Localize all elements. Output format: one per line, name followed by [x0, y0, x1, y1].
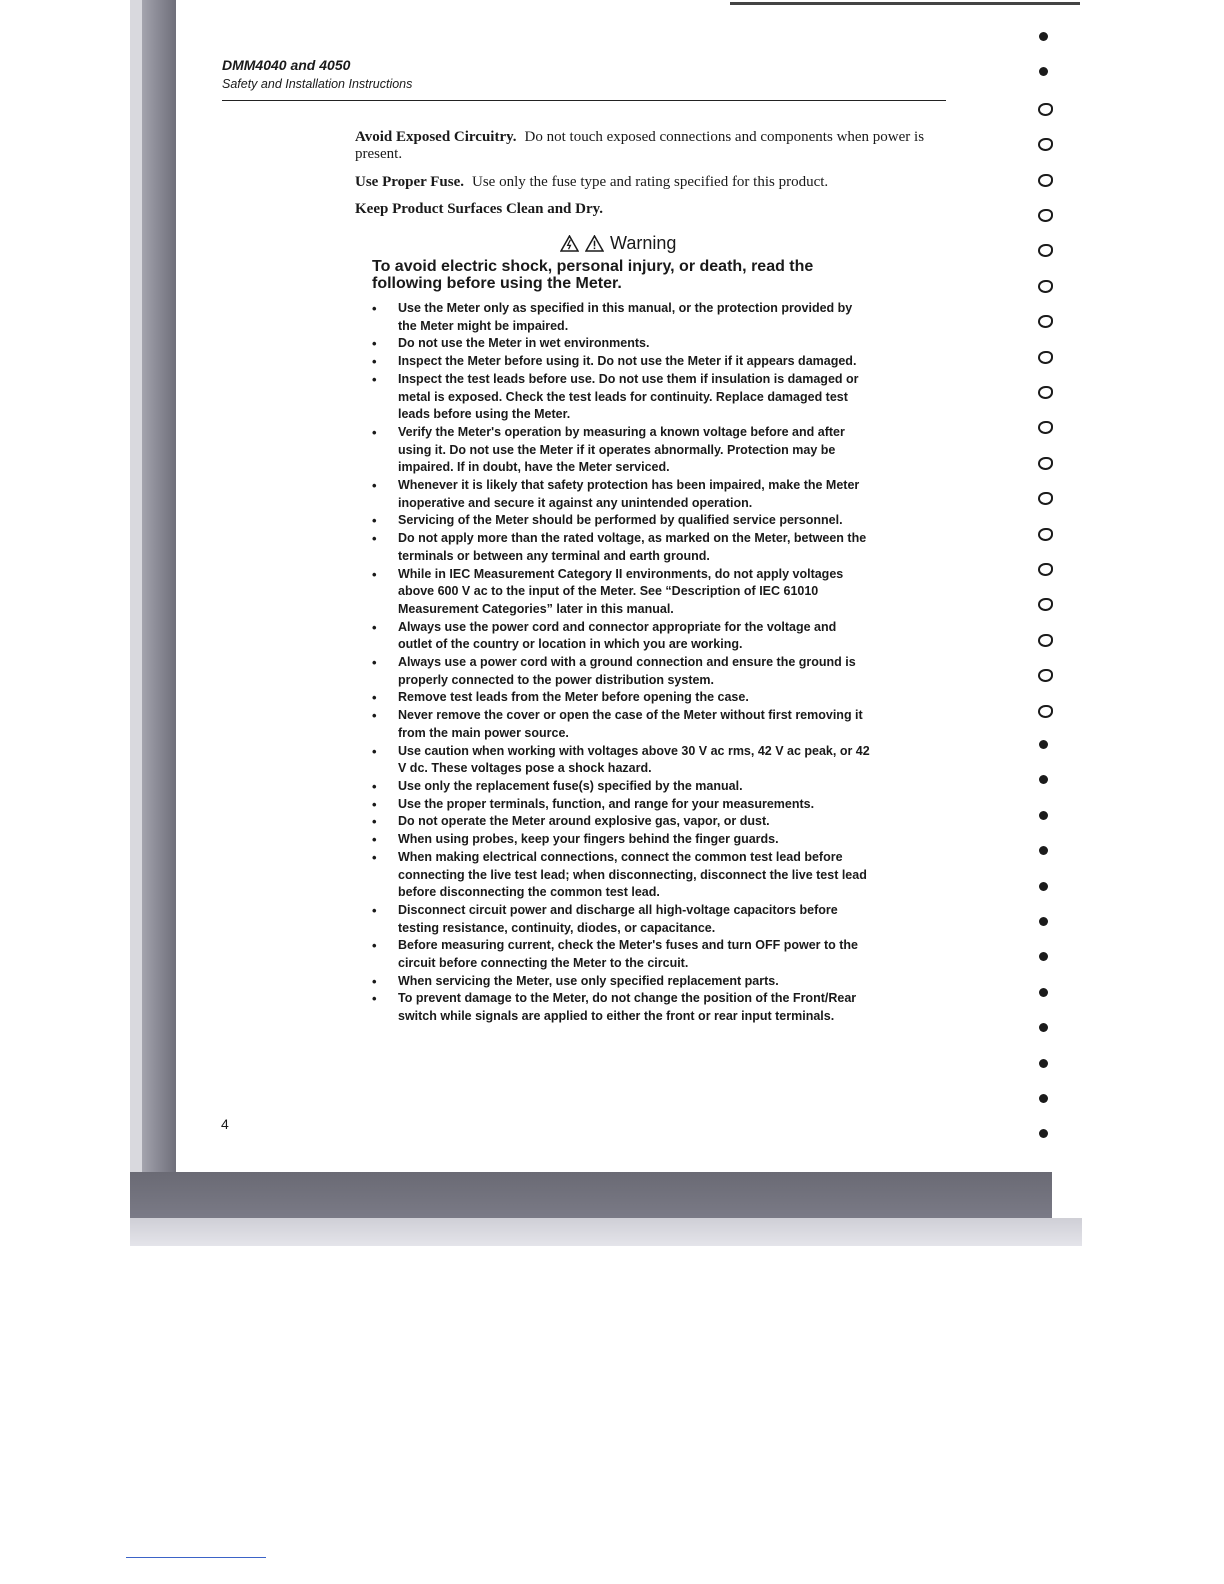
- bottom-shadow-edge: [130, 1218, 1082, 1246]
- warning-item: • Verify the Meter's operation by measuring a known voltage before and after using it. Do not use the Meter if it operates abnormally. Protection may be impaired. If in doubt, have the Meter serviced.: [372, 424, 872, 477]
- binding-hole: [1038, 563, 1053, 576]
- warning-item: • While in IEC Measurement Category II environments, do not apply voltages above 600 V ac to the input of the Meter. See “Description of IEC 61010 Measurement Categories” later in this manual.: [372, 566, 872, 619]
- binding-hole: [1038, 457, 1053, 470]
- binding-hole: [1038, 280, 1053, 293]
- warning-item: • Inspect the test leads before use. Do not use them if insulation is damaged or metal is exposed. Check the test leads for continuity. Replace damaged test leads before using the Meter.: [372, 371, 872, 424]
- warning-item: • Servicing of the Meter should be performed by qualified service personnel.: [372, 512, 872, 530]
- paragraph-exposed-circuitry: [355, 129, 925, 163]
- binding-hole: [1038, 705, 1053, 718]
- paragraph-proper-fuse: [355, 174, 925, 191]
- document-subtitle: Safety and Installation Instructions: [222, 77, 413, 91]
- paragraph-lead: Avoid Exposed Circuitry.: [355, 129, 517, 145]
- paragraph-clean-dry: [355, 201, 925, 218]
- paragraph-lead: Use Proper Fuse.: [355, 174, 465, 190]
- bottom-shadow-band: [130, 1172, 1052, 1218]
- warning-item: • Always use the power cord and connector appropriate for the voltage and outlet of the country or location in which you are working.: [372, 619, 872, 654]
- warning-item: • Always use a power cord with a ground connection and ensure the ground is properly connected to the power distribution system.: [372, 654, 872, 689]
- warning-item: • Use only the replacement fuse(s) specified by the manual.: [372, 778, 872, 796]
- binding-hole: [1039, 1094, 1048, 1103]
- warning-item: • Whenever it is likely that safety protection has been impaired, make the Meter inoperative and secure it against any unintended operation.: [372, 477, 872, 512]
- warning-item: • Never remove the cover or open the case of the Meter without first removing it from the main power source.: [372, 707, 872, 742]
- top-edge-line: [730, 2, 1080, 5]
- binding-hole: [1038, 634, 1053, 647]
- warning-item: • Remove test leads from the Meter before opening the case.: [372, 689, 872, 707]
- warning-item: • Use the proper terminals, function, and range for your measurements.: [372, 796, 872, 814]
- warning-item: • When making electrical connections, connect the common test lead before connecting the live test lead; when disconnecting, disconnect the live test lead before disconnecting the common test lead.: [372, 849, 872, 902]
- warning-item: • Use caution when working with voltages above 30 V ac rms, 42 V ac peak, or 42 V dc. These voltages pose a shock hazard.: [372, 743, 872, 778]
- warning-item: • When using probes, keep your fingers behind the finger guards.: [372, 831, 872, 849]
- footer-line: [126, 1557, 266, 1558]
- warning-title: Warning: [610, 233, 677, 253]
- binding-hole: [1039, 882, 1048, 891]
- shock-warning-icon: [560, 235, 579, 252]
- paragraph-text: Do not touch exposed connections and components when power is present.: [355, 129, 925, 162]
- warning-intro: To avoid electric shock, personal injury, or death, read the following before using the Meter.: [372, 258, 814, 292]
- binding-hole: [1039, 811, 1048, 820]
- binding-hole: [1038, 386, 1053, 399]
- binding-hole: [1038, 103, 1053, 116]
- warning-item: • Do not operate the Meter around explosive gas, vapor, or dust.: [372, 813, 872, 831]
- warning-item: • Inspect the Meter before using it. Do not use the Meter if it appears damaged.: [372, 353, 872, 371]
- binding-shadow-edge: [130, 0, 142, 1246]
- binding-hole: [1038, 351, 1053, 364]
- warning-list: [372, 300, 872, 1026]
- warning-item: • Do not apply more than the rated voltage, as marked on the Meter, between the terminals or between any terminal and earth ground.: [372, 530, 872, 565]
- warning-item: • Disconnect circuit power and discharge all high-voltage capacitors before testing resistance, continuity, diodes, or capacitance.: [372, 902, 872, 937]
- warning-item: • When servicing the Meter, use only specified replacement parts.: [372, 973, 872, 991]
- binding-hole: [1039, 917, 1048, 926]
- paragraph-text: Use only the fuse type and rating specified for this product.: [472, 174, 829, 190]
- binding-hole: [1039, 740, 1048, 749]
- warning-item: • To prevent damage to the Meter, do not change the position of the Front/Rear switch while signals are applied to either the front or rear input terminals.: [372, 990, 872, 1025]
- warning-item: • Do not use the Meter in wet environments.: [372, 335, 872, 353]
- caution-icon: [585, 235, 604, 252]
- warning-item: • Before measuring current, check the Meter's fuses and turn OFF power to the circuit before connecting the Meter to the circuit.: [372, 937, 872, 972]
- binding-hole: [1038, 174, 1053, 187]
- binding-hole: [1038, 209, 1053, 222]
- paragraph-lead: Keep Product Surfaces Clean and Dry.: [355, 201, 604, 217]
- document-title: DMM4040 and 4050: [222, 57, 351, 73]
- binding-hole: [1039, 32, 1048, 41]
- binding-hole: [1039, 1059, 1048, 1068]
- header-rule: [222, 100, 946, 101]
- page-number: 4: [221, 1116, 229, 1132]
- binding-hole: [1038, 528, 1053, 541]
- binding-hole: [1039, 988, 1048, 997]
- warning-item: • Use the Meter only as specified in this manual, or the protection provided by the Meter might be impaired.: [372, 300, 872, 335]
- warning-heading: [560, 233, 676, 254]
